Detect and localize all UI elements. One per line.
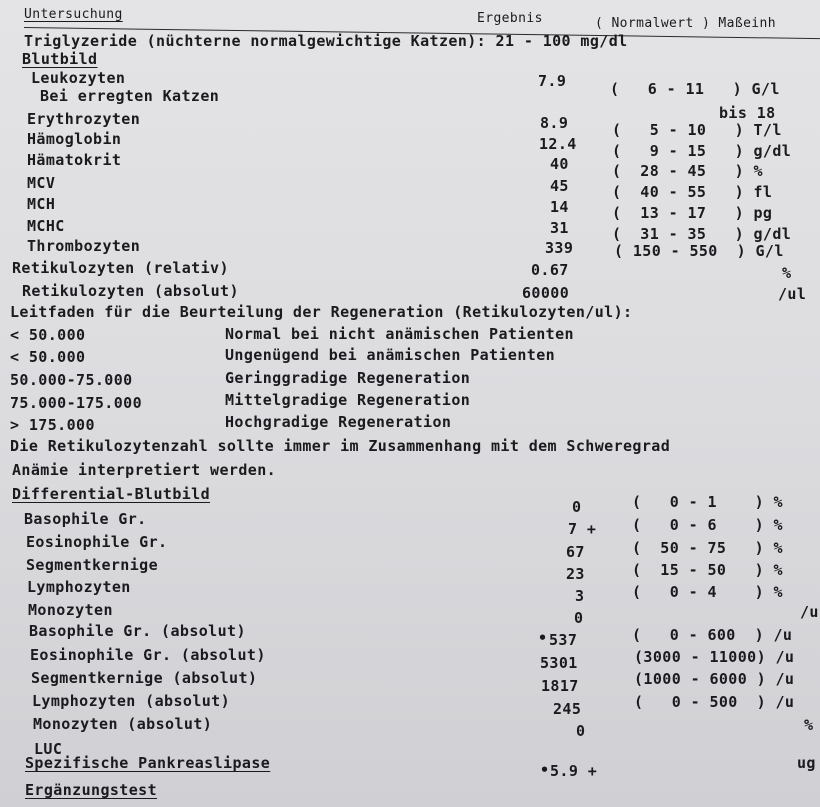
leitfaden-range: < 50.000 bbox=[10, 348, 86, 366]
diff-ref: ( 0 - 4 ) % bbox=[632, 583, 783, 601]
diff-ref: ( 0 - 600 ) /u bbox=[632, 626, 793, 644]
retikulozyten-relativ-label: Retikulozyten (relativ) bbox=[12, 259, 229, 277]
row-ref: bis 18 bbox=[719, 104, 776, 122]
diff-name: Monozyten bbox=[28, 601, 113, 619]
diff-value: 3 bbox=[575, 587, 585, 605]
leitfaden-text: Mittelgradige Regeneration bbox=[225, 391, 471, 409]
section-pankreaslipase: Spezifische Pankreaslipase bbox=[25, 754, 271, 772]
leitfaden-range: 50.000-75.000 bbox=[10, 371, 133, 389]
row-value: 12.4 bbox=[539, 135, 577, 153]
pankreaslipase-unit: ug bbox=[797, 754, 816, 772]
row-value: 40 bbox=[550, 155, 569, 173]
row-ref: ( 28 - 45 ) % bbox=[612, 162, 763, 180]
diff-name: Basophile Gr. (absolut) bbox=[29, 622, 246, 640]
diff-name: Segmentkernige (absolut) bbox=[31, 669, 258, 687]
diff-name: Lymphozyten (absolut) bbox=[32, 692, 231, 710]
row-value: 31 bbox=[550, 219, 569, 237]
row-name: Leukozyten bbox=[31, 69, 126, 87]
retikulozyten-relativ-unit: % bbox=[782, 264, 792, 282]
row-name: MCV bbox=[27, 174, 56, 192]
diff-name: Basophile Gr. bbox=[24, 510, 147, 528]
leitfaden-note-line-2: Anämie interpretiert werden. bbox=[12, 461, 277, 479]
triglyzeride-note: Triglyzeride (nüchterne normalgewichtige Katzen): 21 - 100 mg/dl bbox=[24, 32, 628, 50]
row-name: Hämoglobin bbox=[27, 130, 122, 148]
section-blutbild: Blutbild bbox=[22, 50, 98, 68]
leitfaden-text: Geringgradige Regeneration bbox=[225, 369, 471, 387]
row-ref: ( 6 - 11 ) G/l bbox=[610, 80, 780, 98]
leitfaden-title: Leitfaden für die Beurteilung der Regeneration (Retikulozyten/ul): bbox=[10, 303, 633, 321]
leitfaden-text: Ungenügend bei anämischen Patienten bbox=[225, 346, 556, 364]
diff-value: 0 bbox=[576, 722, 586, 740]
header-normalwert: ( Normalwert ) Maßeinh bbox=[595, 16, 776, 31]
row-name: Thrombozyten bbox=[27, 237, 141, 255]
diff-value: 23 bbox=[566, 565, 585, 583]
diff-ref: /u bbox=[800, 603, 819, 621]
row-name: Hämatokrit bbox=[27, 151, 122, 169]
retikulozyten-relativ-value: 0.67 bbox=[531, 261, 569, 279]
pankreaslipase-value: 5.9 + bbox=[550, 762, 598, 780]
mark-dot: • bbox=[538, 629, 548, 647]
row-name: Bei erregten Katzen bbox=[40, 87, 220, 105]
row-name: MCHC bbox=[27, 217, 65, 235]
diff-value: 5301 bbox=[540, 654, 578, 672]
diff-value: 537 bbox=[549, 631, 578, 649]
header-ergebnis: Ergebnis bbox=[477, 11, 543, 26]
leitfaden-text: Hochgradige Regeneration bbox=[225, 413, 452, 431]
row-name: Erythrozyten bbox=[27, 110, 141, 128]
retikulozyten-absolut-label: Retikulozyten (absolut) bbox=[22, 282, 239, 300]
leitfaden-note-line-1: Die Retikulozytenzahl sollte immer im Zusammenhang mit dem Schweregrad bbox=[10, 437, 671, 455]
mark-dot: • bbox=[540, 761, 550, 779]
row-ref: ( 13 - 17 ) pg bbox=[612, 204, 773, 222]
row-ref: ( 31 - 35 ) g/dl bbox=[612, 225, 792, 243]
row-ref: ( 5 - 10 ) T/l bbox=[612, 121, 782, 139]
diff-name: Segmentkernige bbox=[26, 556, 159, 574]
row-value: 14 bbox=[550, 198, 569, 216]
diff-ref: ( 0 - 500 ) /u bbox=[634, 693, 795, 711]
diff-value: 1817 bbox=[541, 677, 579, 695]
diff-value: 0 bbox=[574, 609, 584, 627]
row-value: 45 bbox=[550, 177, 569, 195]
row-value: 8.9 bbox=[540, 114, 569, 132]
header-untersuchung: Untersuchung bbox=[24, 7, 123, 22]
diff-ref: ( 0 - 6 ) % bbox=[632, 516, 783, 534]
row-ref: ( 150 - 550 ) G/l bbox=[614, 242, 784, 260]
section-ergaenzungstest: Ergänzungstest bbox=[25, 781, 158, 799]
diff-ref: % bbox=[804, 716, 814, 734]
diff-name: Eosinophile Gr. (absolut) bbox=[30, 646, 266, 664]
diff-name: Eosinophile Gr. bbox=[26, 533, 168, 551]
row-name: MCH bbox=[27, 195, 56, 213]
diff-ref: ( 0 - 1 ) % bbox=[632, 493, 783, 511]
diff-ref: (3000 - 11000) /u bbox=[634, 648, 795, 666]
diff-ref: ( 50 - 75 ) % bbox=[632, 539, 783, 557]
leitfaden-range: < 50.000 bbox=[10, 326, 86, 344]
leitfaden-range: 75.000-175.000 bbox=[10, 394, 143, 412]
row-value: 7.9 bbox=[538, 72, 567, 90]
row-ref: ( 9 - 15 ) g/dl bbox=[612, 142, 792, 160]
leitfaden-text: Normal bei nicht anämischen Patienten bbox=[225, 325, 574, 343]
diff-value: 67 bbox=[566, 543, 585, 561]
diff-value: 7 + bbox=[568, 520, 597, 538]
diff-value: 245 bbox=[553, 700, 582, 718]
diff-ref: (1000 - 6000 ) /u bbox=[634, 670, 795, 688]
retikulozyten-absolut-value: 60000 bbox=[522, 284, 570, 302]
retikulozyten-absolut-unit: /ul bbox=[778, 285, 807, 303]
diff-name: Lymphozyten bbox=[27, 578, 131, 596]
diff-name: LUC bbox=[34, 740, 63, 758]
row-ref: ( 40 - 55 ) fl bbox=[612, 183, 773, 201]
row-value: 339 bbox=[545, 239, 574, 257]
diff-ref: ( 15 - 50 ) % bbox=[632, 561, 783, 579]
section-differential-blutbild: Differential-Blutbild bbox=[12, 485, 211, 503]
diff-name: Monozyten (absolut) bbox=[33, 715, 213, 733]
leitfaden-range: > 175.000 bbox=[10, 416, 95, 434]
diff-value: 0 bbox=[572, 498, 582, 516]
